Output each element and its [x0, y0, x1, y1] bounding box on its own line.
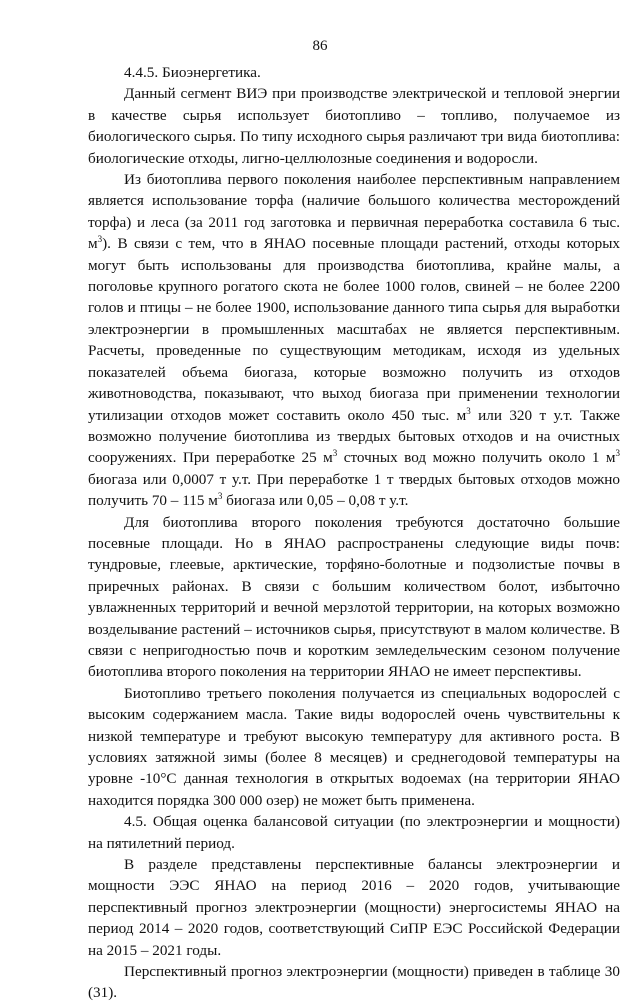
p2-text-a: Из биотоплива первого поколения наиболее перспективным направлением является использование торфа (наличие большого количества месторождений торфа) и леса (за 2011 год заготовка и первичная переработка составила 6 тыс. м [88, 171, 620, 253]
paragraph-second-generation: Для биотоплива второго поколения требуются достаточно большие посевные площади. Но в ЯНАО распространены следующие виды почв: тундровые, глеевые, арктические, торфяно-болотные и подзолистые почвы в приречных районах. В связи с большим количеством болот, избыточно увлажненных территорий и вечной мерзлотой территории, на которых возможно возделывание растений – источников сырья, присутствуют в малом количестве. В связи с непригодностью почв и коротким земледельческим сезоном получение биотоплива второго поколения на территории ЯНАО не имеет перспективы. [88, 513, 620, 681]
section-heading-4-5: 4.5. Общая оценка балансовой ситуации (по электроэнергии и мощности) на пятилетний период. [88, 813, 620, 852]
p2-text-b: ). В связи с тем, что в ЯНАО посевные площади растений, отходы которых могут быть использованы для производства биотоплива, крайне малы, а поголовье крупного рогатого скота не более 1000 голов, свиней – не более 2200 голов и птицы – не более 1900, использование данного типа сырья для выработки электроэнергии в промышленных масштабах не является перспективным. Расчеты, проведенные по существующим методикам, исходя из удельных показателей объема биогаза, которые возможно получить из отходов животноводства, показывают, что выход биогаза при применении технологии утилизации отходов может составить около 450 тыс. м [88, 235, 620, 424]
cubic-superscript: 3 [217, 491, 223, 502]
paragraph-balances: В разделе представлены перспективные балансы электроэнергии и мощности ЭЭС ЯНАО на период 2016 – 2020 годов, учитывающие перспективный прогноз электроэнергии (мощности) энергосистемы ЯНАО на период 2014 – 2020 годов, соответствующий СиПР ЕЭС Российской Федерации на 2015 – 2021 годы. [88, 856, 620, 959]
cubic-superscript: 3 [97, 234, 103, 245]
p2-text-e: биогаза или 0,0007 т у.т. При переработке 1 т твердых бытовых отходов можно получить 70 – 115 м [88, 470, 620, 510]
p2-text-d: сточных вод можно получить около 1 м [337, 449, 616, 467]
section-heading: 4.4.5. Биоэнергетика. [124, 64, 261, 81]
cubic-superscript: 3 [332, 448, 338, 459]
paragraph-first-generation [88, 169, 620, 512]
page-number: 86 [312, 38, 328, 54]
paragraph-biofuel-intro: Данный сегмент ВИЭ при производстве электрической и тепловой энергии в качестве сырья использует биотопливо – топливо, получаемое из биологического сырья. По типу исходного сырья различают три вида биотоплива: биологические отходы, лигно-целлюлозные соединения и водоросли. [88, 85, 620, 167]
paragraph-table-reference: Перспективный прогноз электроэнергии (мощности) приведен в таблице 30 (31). [88, 963, 620, 1002]
document-body [88, 62, 620, 1004]
cubic-superscript: 3 [466, 405, 471, 416]
cubic-superscript: 3 [615, 448, 620, 459]
p2-text-f: биогаза или 0,05 – 0,08 т у.т. [222, 492, 409, 510]
p2-text-c: или 320 т у.т. Также возможно получение биотоплива из твердых бытовых отходов и на очистных сооружениях. При переработке 25 м [88, 406, 621, 467]
paragraph-third-generation: Биотопливо третьего поколения получается из специальных водорослей с высоким содержанием масла. Такие виды водорослей очень чувствительны к низкой температуре и требуют высокую температуру для активного роста. В условиях затяжной зимы (более 8 месяцев) и среднегодовой температуры на уровне -10°С данная технология в открытых водоемах (на территории ЯНАО находится порядка 300 000 озер) не может быть применена. [88, 684, 620, 809]
